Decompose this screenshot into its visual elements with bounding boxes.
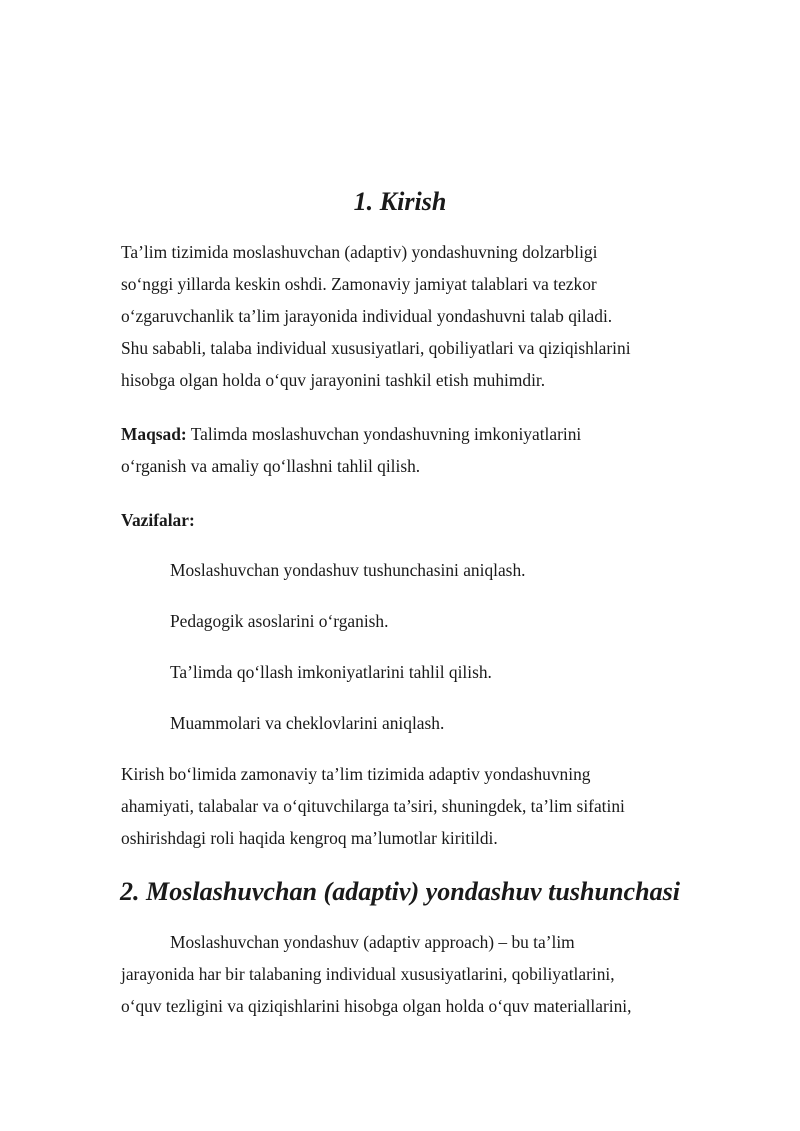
section-1-heading: 1. Kirish [353,187,447,216]
summary-line: oshirishdagi roli haqida kengroq ma’lumotlar kiritildi. [121,828,498,848]
intro-paragraph [121,236,681,396]
goal-line: o‘rganish va amaliy qo‘llashni tahlil qilish. [121,456,421,476]
goal-paragraph [121,418,681,482]
section-2-paragraph [121,926,681,1022]
section-2-line: o‘quv tezligini va qiziqishlarini hisobga olgan holda o‘quv materiallarini, [121,996,632,1016]
intro-line: Ta’lim tizimida moslashuvchan (adaptiv) yondashuvning dolzarbligi [121,242,598,262]
tasks-label: Vazifalar: [121,510,195,530]
summary-line: ahamiyati, talabalar va o‘qituvchilarga ta’siri, shuningdek, ta’lim sifatini [121,796,625,816]
task-item: Pedagogik asoslarini o‘rganish. [170,611,389,631]
intro-line: so‘nggi yillarda keskin oshdi. Zamonaviy jamiyat talablari va tezkor [121,274,597,294]
tasks-label-paragraph [121,504,681,536]
goal-text: Talimda moslashuvchan yondashuvning imkoniyatlarini [186,424,582,444]
summary-paragraph [121,758,681,854]
section-2-line: Moslashuvchan yondashuv (adaptiv approach) – bu ta’lim [170,932,575,952]
section-2-line: jarayonida har bir talabaning individual xususiyatlarini, qobiliyatlarini, [121,964,615,984]
intro-line: Shu sababli, talaba individual xususiyatlari, qobiliyatlari va qiziqishlarini [121,338,631,358]
section-2-heading: 2. Moslashuvchan (adaptiv) yondashuv tushunchasi [119,877,681,906]
intro-line: o‘zgaruvchanlik ta’lim jarayonida individual yondashuvni talab qiladi. [121,306,613,326]
task-item: Ta’limda qo‘llash imkoniyatlarini tahlil qilish. [170,662,492,682]
summary-line: Kirish bo‘limida zamonaviy ta’lim tizimida adaptiv yondashuvning [121,764,591,784]
intro-line: hisobga olgan holda o‘quv jarayonini tashkil etish muhimdir. [121,370,546,390]
task-item: Moslashuvchan yondashuv tushunchasini aniqlash. [170,560,526,580]
task-item: Muammolari va cheklovlarini aniqlash. [170,713,445,733]
goal-label: Maqsad: [121,424,187,444]
